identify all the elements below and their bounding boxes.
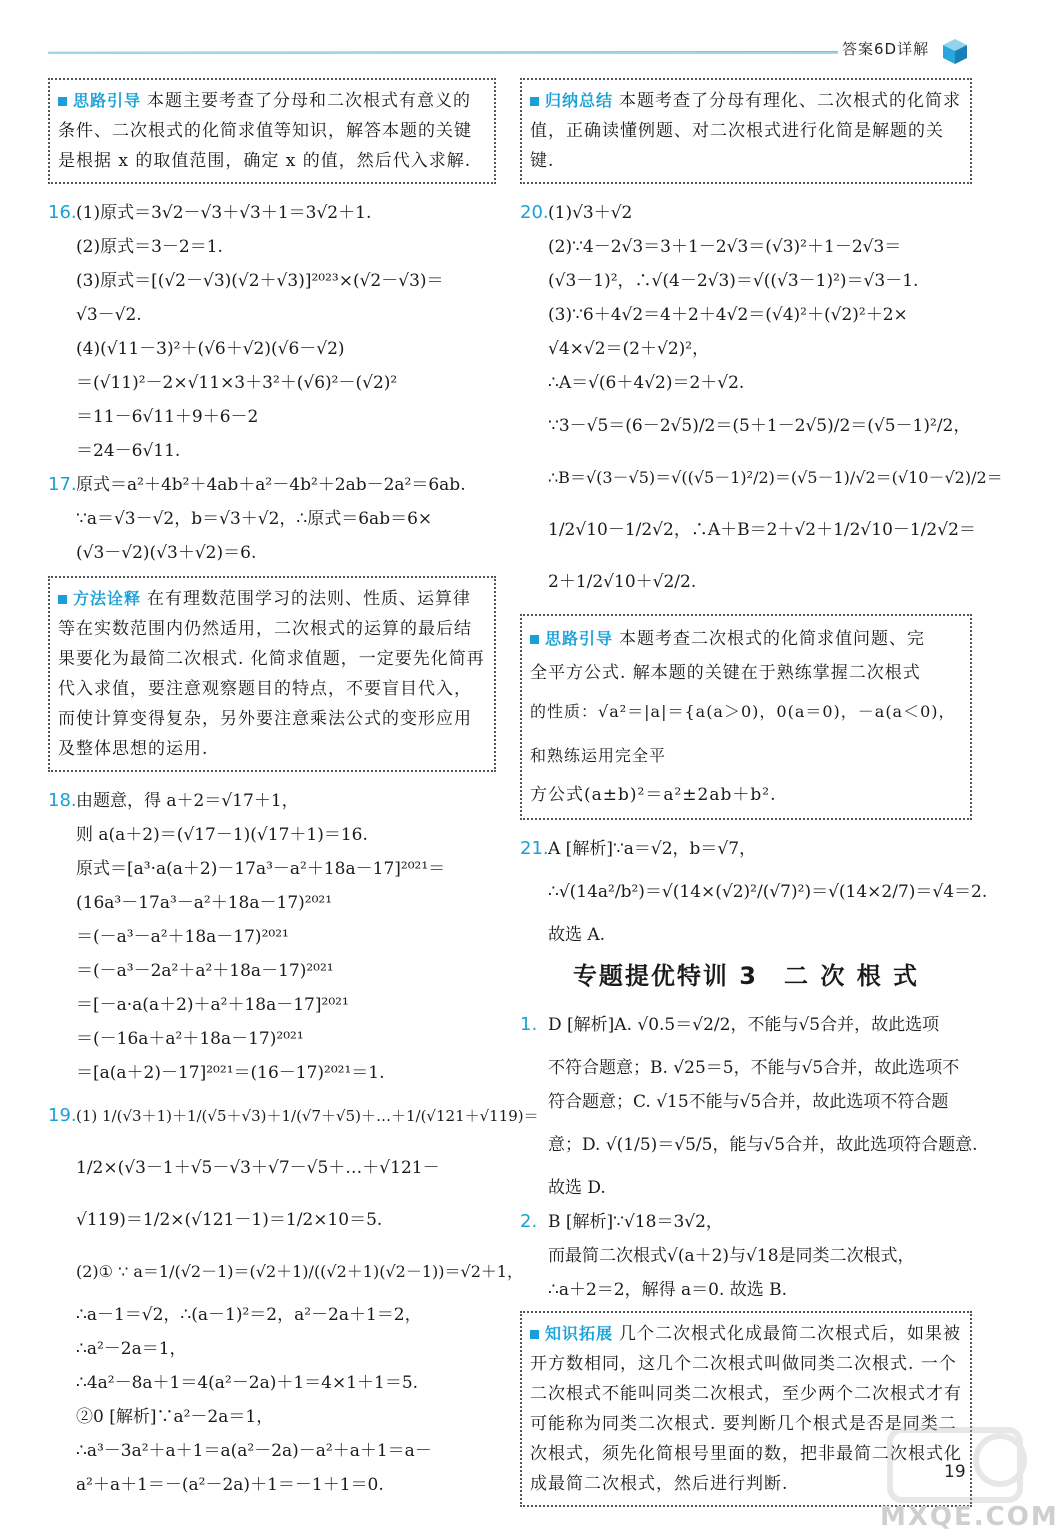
answer-line: ∴√(14a²/b²)＝√(14×(√2)²/(√7)²)＝√(14×2/7)＝√4＝2. xyxy=(548,882,988,902)
answer-line: 不符合题意；B. √25＝5，不能与√5合并，故此选项不 xyxy=(548,1058,960,1078)
answer-line: B [解析]∵√18＝3√2， xyxy=(548,1212,723,1232)
answer-line: ②0 [解析]∵a²－2a＝1， xyxy=(76,1407,274,1427)
answer-line: ∴a－1＝√2，∴(a－1)²＝2，a²－2a＋1＝2， xyxy=(76,1305,422,1325)
question-number: 2. xyxy=(520,1211,538,1232)
left-column xyxy=(48,78,539,1502)
answer-line: (16a³－17a³－a²＋18a－17)²⁰²¹ xyxy=(76,893,333,913)
hint-box-method xyxy=(48,576,496,772)
question-20 xyxy=(520,196,1003,608)
answer-line: 1/2×(√3－1＋√5－√3＋√7－√5＋…＋√121－ xyxy=(76,1158,440,1178)
box-tag: 方法诠释 xyxy=(58,584,141,614)
question-number: 20. xyxy=(520,202,549,223)
question-number: 1. xyxy=(520,1014,538,1035)
question-number: 21. xyxy=(520,838,549,859)
answer-line: ＝24－6√11. xyxy=(76,441,181,461)
answer-line: 由题意，得 a＋2＝√17＋1， xyxy=(76,791,299,811)
answer-line: ∴a＋2＝2，解得 a＝0. 故选 B. xyxy=(548,1280,788,1300)
box-text: 本题考查了分母有理化、二次根式的化简求值，正确读懂例题、对二次根式进行化简是解题的关键. xyxy=(530,91,962,171)
box-line: 全平方公式. 解本题的关键在于熟练掌握二次根式 xyxy=(530,663,921,683)
hint-box-thinking-2 xyxy=(520,614,972,820)
answer-line: ＝[－a·a(a＋2)＋a²＋18a－17]²⁰²¹ xyxy=(76,995,349,1015)
question-19 xyxy=(48,1090,539,1502)
answer-line: ＝(－16a＋a²＋18a－17)²⁰²¹ xyxy=(76,1029,304,1049)
answer-line: 1/2√10－1/2√2，∴A＋B＝2＋√2＋1/2√10－1/2√2＝ xyxy=(548,520,976,540)
answer-line: (√3－1)²，∴√(4－2√3)＝√((√3－1)²)＝√3－1. xyxy=(548,271,919,291)
answer-line: (1)原式＝3√2－√3＋√3＋1＝3√2＋1. xyxy=(76,203,372,223)
special-question-1 xyxy=(520,999,978,1205)
box-text: 几个二次根式化成最简二次根式后，如果被开方数相同，这几个二次根式叫做同类二次根式. 一个二次根式不能叫同类二次根式，至少两个二次根式才有可能称为同类二次根式. 要判断几个根式是否是同类二次根式，须先化简根号里面的数，把非最简二次根式化成最简二次根式，然后进行判断. xyxy=(530,1324,962,1494)
right-column xyxy=(520,78,1003,1519)
answer-line: √3－√2. xyxy=(76,305,142,325)
question-number: 16. xyxy=(48,202,77,223)
answer-line: 而最简二次根式√(a＋2)与√18是同类二次根式， xyxy=(548,1246,915,1266)
answer-line: D [解析]A. √0.5＝√2/2，不能与√5合并，故此选项 xyxy=(548,1015,940,1035)
answer-line: (1) 1/(√3＋1)＋1/(√5＋√3)＋1/(√7＋√5)＋…＋1/(√121＋√119)＝ xyxy=(76,1107,539,1125)
answer-line: 原式＝a²＋4b²＋4ab＋a²－4b²＋2ab－2a²＝6ab. xyxy=(76,475,466,495)
answer-line: 故选 A. xyxy=(548,925,606,945)
answer-line: ∴a³－3a²＋a＋1＝a(a²－2a)－a²＋a＋1＝a－ xyxy=(76,1441,432,1461)
answer-line: ∵a＝√3－√2，b＝√3＋√2，∴原式＝6ab＝6× xyxy=(76,509,433,529)
answer-line: 则 a(a＋2)＝(√17－1)(√17＋1)＝16. xyxy=(76,825,368,845)
answer-line: ＝(√11)²－2×√11×3＋3²＋(√6)²－(√2)² xyxy=(76,373,398,393)
question-18 xyxy=(48,784,496,1090)
answer-line: (2)① ∵ a＝1/(√2－1)＝(√2＋1)/((√2＋1)(√2－1))＝√2＋1， xyxy=(76,1262,524,1281)
answer-line: 符合题意；C. √15不能与√5合并，故此选项不符合题 xyxy=(548,1092,949,1112)
watermark-text: MXQE.COM xyxy=(880,1502,1059,1532)
answer-line: (1)√3＋√2 xyxy=(548,203,633,223)
header-label: 答案6D详解 xyxy=(842,40,930,58)
answer-line: ＝11－6√11＋9＋6－2 xyxy=(76,407,259,427)
page-number: 19 xyxy=(944,1462,966,1482)
answer-line: 故选 D. xyxy=(548,1178,606,1198)
box-line: 本题考查二次根式的化简求值问题、完 xyxy=(619,629,926,649)
question-number: 17. xyxy=(48,474,77,495)
box-text: 在有理数范围学习的法则、性质、运算律等在实数范围内仍然适用，二次根式的运算的最后结果要化为最简二次根式. 化简求值题，一定要先化简再代入求值，要注意观察题目的特点，不要盲目代入，而使计算变得复杂，另外要注意乘法公式的变形应用及整体思想的运用. xyxy=(58,589,485,759)
question-number: 19. xyxy=(48,1105,77,1126)
answer-line: 原式＝[a³·a(a＋2)－17a³－a²＋18a－17]²⁰²¹＝ xyxy=(76,859,446,879)
answer-line: ∴4a²－8a＋1＝4(a²－2a)＋1＝4×1＋1＝5. xyxy=(76,1373,419,1393)
answer-line: ∴a²－2a＝1， xyxy=(76,1339,187,1359)
box-tag: 思路引导 xyxy=(58,86,141,116)
box-text: 本题主要考查了分母和二次根式有意义的条件、二次根式的化简求值等知识，解答本题的关键是根据 x 的取值范围，确定 x 的值，然后代入求解. xyxy=(58,91,472,171)
hint-box-thinking xyxy=(48,78,496,184)
answer-line: ∴B＝√(3－√5)＝√((√5－1)²/2)＝(√5－1)/√2＝(√10－√2)/2＝ xyxy=(548,468,1003,487)
section-title: 专题提优特训 3 二 次 根 式 xyxy=(572,962,920,990)
answer-line: ∴A＝√(6＋4√2)＝2＋√2. xyxy=(548,373,745,393)
box-line: 的性质：√a²＝|a|＝{a(a＞0)，0(a＝0)，－a(a＜0)，和熟练运用完全平 xyxy=(530,702,956,765)
answer-line: (4)(√11－3)²＋(√6＋√2)(√6－√2) xyxy=(76,339,345,359)
special-question-2 xyxy=(520,1205,972,1307)
cube-logo-icon xyxy=(940,36,970,66)
answer-line: 意；D. √(1/5)＝√5/5，能与√5合并，故此选项符合题意. xyxy=(548,1135,978,1155)
hint-box-summary xyxy=(520,78,972,184)
question-16 xyxy=(48,196,496,468)
box-tag: 归纳总结 xyxy=(530,86,613,116)
answer-line: √119)＝1/2×(√121－1)＝1/2×10＝5. xyxy=(76,1210,383,1230)
answer-line: ∵3－√5＝(6－2√5)/2＝(5＋1－2√5)/2＝(√5－1)²/2， xyxy=(548,416,971,436)
question-17 xyxy=(48,468,496,570)
answer-line: ＝[a(a＋2)－17]²⁰²¹＝(16－17)²⁰²¹＝1. xyxy=(76,1063,385,1083)
box-line: 方公式(a±b)²＝a²±2ab＋b². xyxy=(530,785,777,805)
answer-line: a²＋a＋1＝－(a²－2a)＋1＝－1＋1＝0. xyxy=(76,1475,384,1495)
question-21 xyxy=(520,832,988,952)
box-tag: 知识拓展 xyxy=(530,1319,613,1349)
answer-line: (2)∵4－2√3＝3＋1－2√3＝(√3)²＋1－2√3＝ xyxy=(548,237,902,257)
answer-line: ＝(－a³－a²＋18a－17)²⁰²¹ xyxy=(76,927,289,947)
answer-line: √4×√2＝(2＋√2)²， xyxy=(548,339,710,359)
answer-line: (3)原式＝[(√2－√3)(√2＋√3)]²⁰²³×(√2－√3)＝ xyxy=(76,271,444,291)
answer-line: ＝(－a³－2a²＋a²＋18a－17)²⁰²¹ xyxy=(76,961,334,981)
box-tag: 思路引导 xyxy=(530,622,613,656)
answer-line: (√3－√2)(√3＋√2)＝6. xyxy=(76,543,257,563)
header-rule xyxy=(48,52,838,54)
answer-line: A [解析]∵a＝√2，b＝√7， xyxy=(548,839,757,859)
question-number: 18. xyxy=(48,790,77,811)
answer-line: (2)原式＝3－2＝1. xyxy=(76,237,223,257)
answer-line: 2＋1/2√10＋√2/2. xyxy=(548,572,697,592)
answer-line: (3)∵6＋4√2＝4＋2＋4√2＝(√4)²＋(√2)²＋2× xyxy=(548,305,908,325)
